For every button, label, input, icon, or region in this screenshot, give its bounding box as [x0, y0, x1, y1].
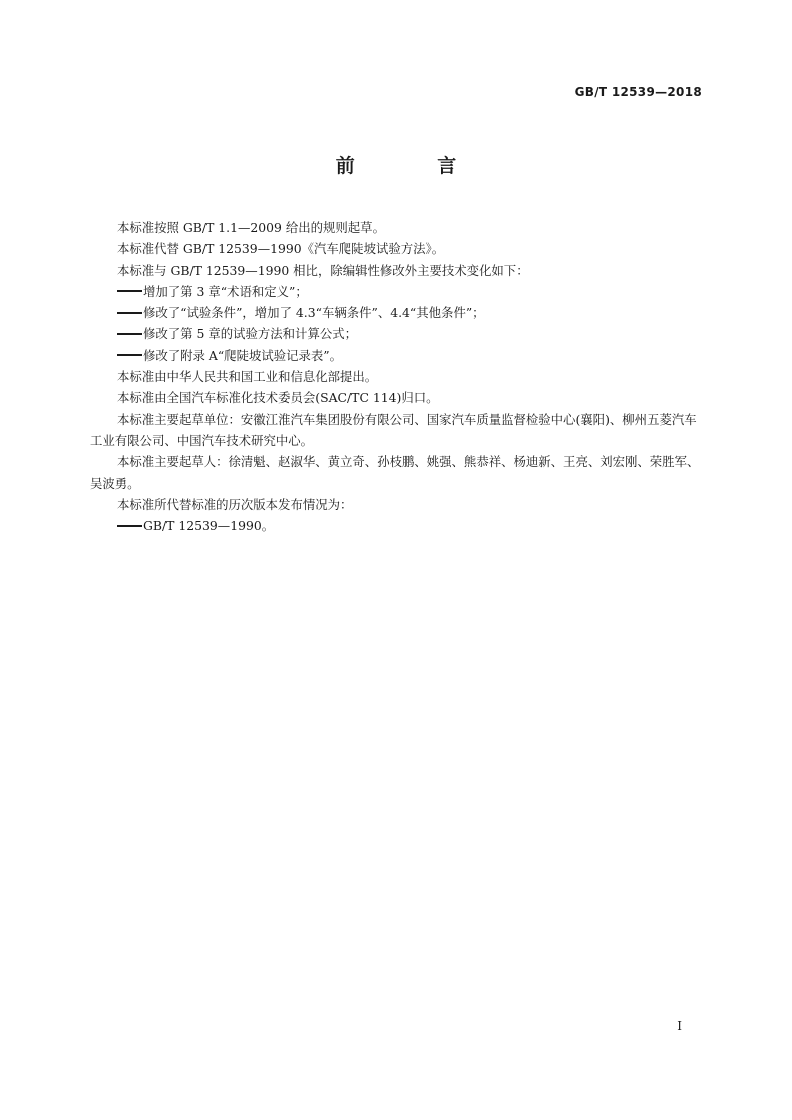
paragraph-centralized-by: 本标准由全国汽车标准化技术委员会(SAC/TC 114)归口。: [117, 390, 439, 406]
paragraph-history-intro: 本标准所代替标准的历次版本发布情况为：: [117, 496, 353, 512]
change-item-text: 修改了附录 A“爬陡坡试验记录表”。: [143, 347, 343, 363]
foreword-body: [90, 217, 702, 536]
paragraph-drafting-units: 本标准主要起草单位：安徽江淮汽车集团股份有限公司、国家汽车质量监督检验中心(襄阳)、柳州五菱汽车工业有限公司、中国汽车技术研究中心。: [90, 411, 697, 448]
change-item: [90, 323, 702, 344]
history-item-text: GB/T 12539—1990。: [143, 518, 275, 534]
page-number: I: [677, 1019, 682, 1033]
paragraph-changes-intro: 本标准与 GB/T 12539—1990 相比，除编辑性修改外主要技术变化如下：: [117, 262, 529, 278]
dash-mark: [117, 333, 142, 335]
change-item: [90, 281, 702, 302]
dash-mark: [117, 354, 142, 356]
paragraph-drafters: 本标准主要起草人：徐清魁、赵淑华、黄立奇、孙枝鹏、姚强、熊恭祥、杨迪新、王亮、刘宏刚、荣胜军、吴波勇。: [90, 454, 700, 491]
dash-mark: [117, 525, 142, 527]
history-item: [90, 515, 702, 536]
standard-code: GB/T 12539—2018: [574, 85, 702, 99]
change-item: [90, 302, 702, 323]
paragraph-proposed-by: 本标准由中华人民共和国工业和信息化部提出。: [117, 369, 378, 385]
change-item-text: 修改了“试验条件”，增加了 4.3“车辆条件”、4.4“其他条件”；: [143, 305, 485, 321]
change-item-text: 增加了第 3 章“术语和定义”；: [143, 283, 308, 299]
page-title: 前 言: [335, 155, 495, 177]
dash-mark: [117, 312, 142, 314]
change-item: [90, 345, 702, 366]
dash-mark: [117, 290, 142, 292]
paragraph-drafting-rules: 本标准按照 GB/T 1.1—2009 给出的规则起草。: [117, 220, 385, 235]
paragraph-replaces: 本标准代替 GB/T 12539—1990《汽车爬陡坡试验方法》。: [117, 241, 445, 257]
change-item-text: 修改了第 5 章的试验方法和计算公式；: [143, 326, 358, 342]
